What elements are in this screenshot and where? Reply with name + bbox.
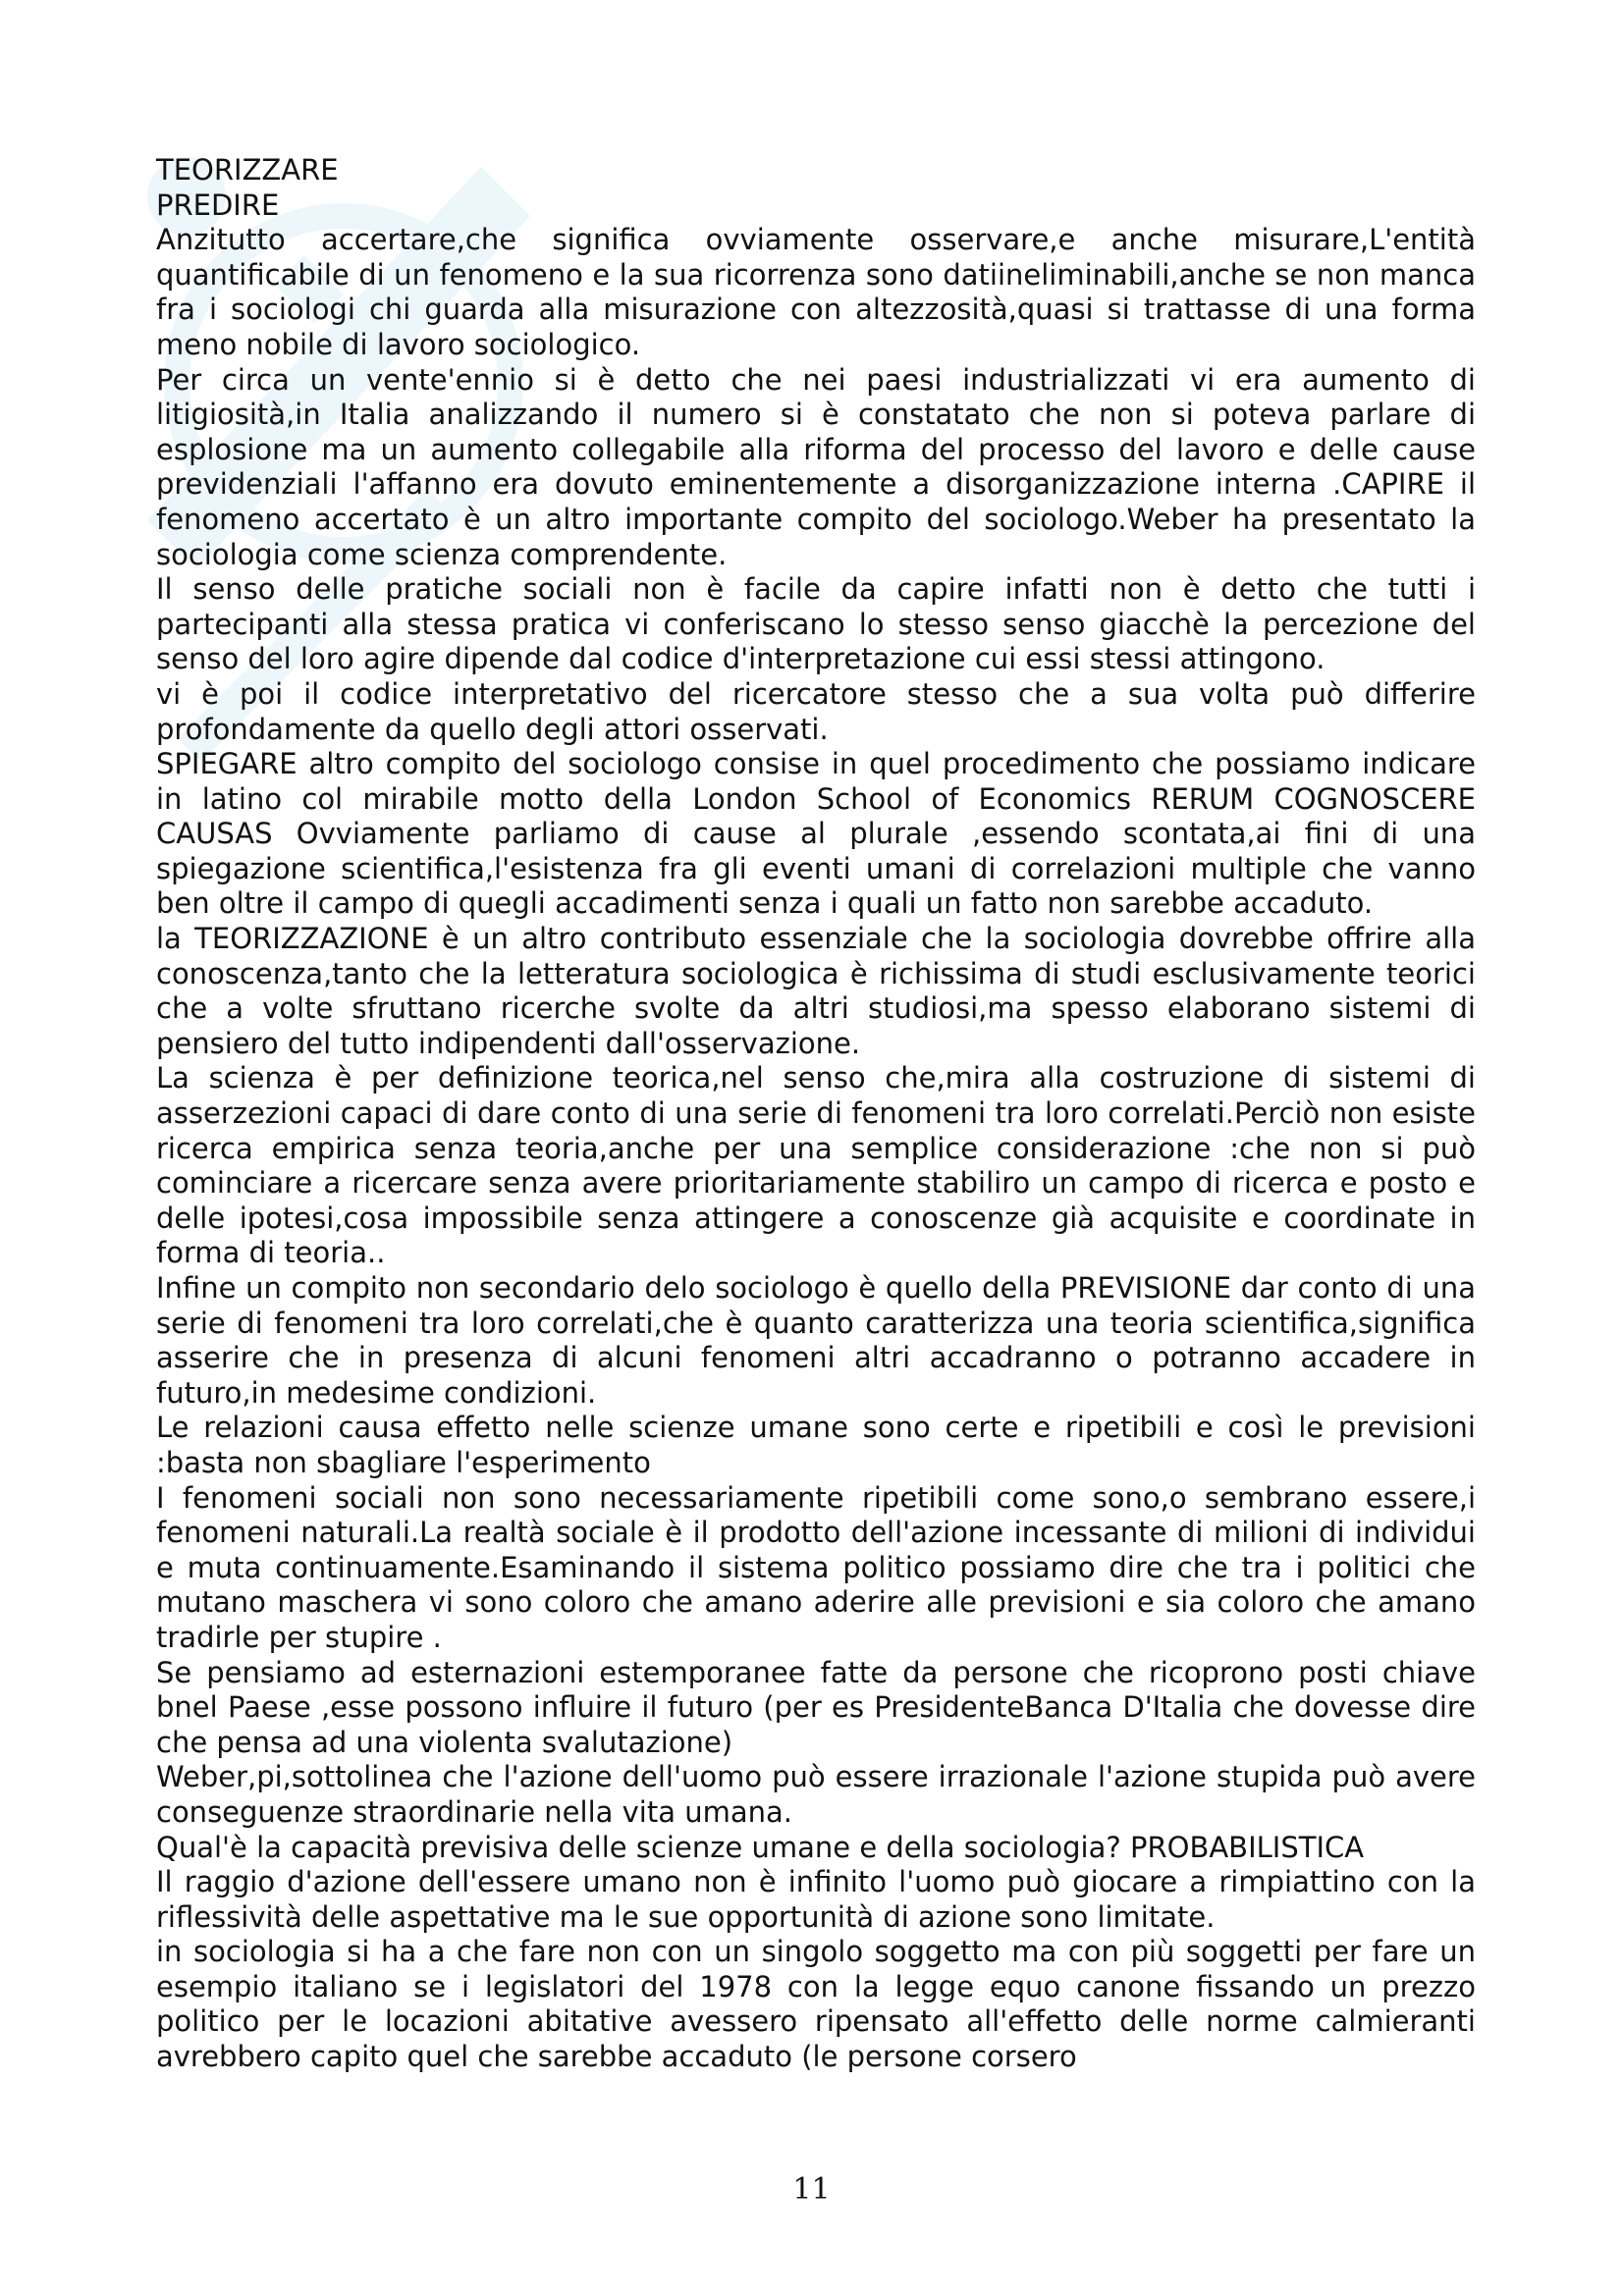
paragraph-senso-pratiche: Il senso delle pratiche sociali non è facile da capire infatti non è detto che tutti i partecipanti alla stessa pratica vi conferiscano lo stesso senso giacchè la percezione del senso del loro agire dipende dal codice d'interpretazione cui essi stessi attingono. — [156, 572, 1476, 676]
page-number: 11 — [792, 2172, 831, 2207]
paragraph-teorizzazione: la TEORIZZAZIONE è un altro contributo essenziale che la sociologia dovrebbe offrire alla conoscenza,tanto che la letteratura sociologica è richissima di studi esclusivamente teorici che a volte sfruttano ricerche svolte da altri studiosi,ma spesso elaborano sistemi di pensiero del tutto indipendenti dall'osservazione. — [156, 922, 1476, 1060]
paragraph-spiegare: SPIEGARE altro compito del sociologo consise in quel procedimento che possiamo indicare in latino col mirabile motto della London School of Economics RERUM COGNOSCERE CAUSAS Ovviamente parliamo di cause al plurale ,essendo scontata,ai fini di una spiegazione scientifica,l'esistenza fra gli eventi umani di correlazioni multiple che vanno ben oltre il campo di quegli accadimenti senza i quali un fatto non sarebbe accaduto. — [156, 747, 1476, 921]
paragraph-codice-interpretativo: vi è poi il codice interpretativo del ricercatore stesso che a sua volta può differire profondamente da quello degli attori osservati. — [156, 676, 1476, 746]
paragraph-fenomeni-sociali: I fenomeni sociali non sono necessariamente ripetibili come sono,o sembrano essere,i fenomeni naturali.La realtà sociale è il prodotto dell'azione incessante di milioni di individui e muta continuamente.Esaminando il sistema politico possiamo dire che tra i politici che mutano maschera vi sono coloro che amano aderire alle previsioni e sia coloro che amano tradirle per stupire . — [156, 1480, 1476, 1654]
paragraph-scienza-teorica: La scienza è per definizione teorica,nel senso che,mira alla costruzione di sistemi di asserzezioni capaci di dare conto di una serie di fenomeni tra loro correlati.Perciò non esiste ricerca empirica senza teoria,anche per una semplice considerazione :che non si può cominciare a ricercare senza avere prioritariamente stabiliro un campo di ricerca e posto e delle ipotesi,cosa impossibile senza attingere a conoscenze già acquisite e coordinate in forma di teoria.. — [156, 1061, 1476, 1270]
paragraph-weber: Weber,pi,sottolinea che l'azione dell'uomo può essere irrazionale l'azione stupida può avere conseguenze straordinarie nella vita umana. — [156, 1760, 1476, 1829]
heading-teorizzare: TEORIZZARE — [156, 153, 339, 187]
paragraph-esternazioni: Se pensiamo ad esternazioni estemporanee fatte da persone che ricoprono posti chiave bnel Paese ,esse possono influire il futuro (per es PresidenteBanca D'Italia che dovesse dire che pensa ad una violenta svalutazione) — [156, 1655, 1476, 1759]
paragraph-capacita-previsiva: Qual'è la capacità previsiva delle scienze umane e della sociologia? PROBABILISTICA — [156, 1830, 1365, 1864]
paragraph-raggio-azione: Il raggio d'azione dell'essere umano non è infinito l'uomo può giocare a rimpiattino con la riflessività delle aspettative ma le sue opportunità di azione sono limitate. — [156, 1865, 1476, 1934]
paragraph-relazioni-causa: Le relazioni causa effetto nelle scienze umane sono certe e ripetibili e così le previsioni :basta non sbagliare l'esperimento — [156, 1411, 1476, 1479]
paragraph-accertare: Anzitutto accertare,che significa ovviamente osservare,e anche misurare,L'entità quantificabile di un fenomeno e la sua ricorrenza sono datiineliminabili,anche se non manca fra i sociologi chi guarda alla misurazione con altezzosità,quasi si trattasse di una forma meno nobile di lavoro sociologico. — [156, 223, 1476, 361]
paragraph-equo-canone: in sociologia si ha a che fare non con un singolo soggetto ma con più soggetti per fare un esempio italiano se i legislatori del 1978 con la legge equo canone fissando un prezzo politico per le locazioni abitative avessero ripensato all'effetto delle norme calmieranti avrebbero capito quel che sarebbe accaduto (le persone corsero — [156, 1935, 1476, 2074]
heading-predire: PREDIRE — [156, 187, 280, 222]
paragraph-previsione: Infine un compito non secondario delo sociologo è quello della PREVISIONE dar conto di una serie di fenomeni tra loro correlati,che è quanto caratterizza una teoria scientifica,significa asserire che in presenza di alcuni fenomeni altri accadranno o potranno accadere in futuro,in medesime condizioni. — [156, 1271, 1476, 1410]
document-body — [156, 153, 1476, 2075]
paragraph-litigiosita: Per circa un vente'ennio si è detto che nei paesi industrializzati vi era aumento di litigiosità,in Italia analizzando il numero si è constatato che non si poteva parlare di esplosione ma un aumento collegabile alla riforma del processo del lavoro e delle cause previdenziali l'affanno era dovuto eminentemente a disorganizzazione interna .CAPIRE il fenomeno accertato è un altro importante compito del sociologo.Weber ha presentato la sociologia come scienza comprendente. — [156, 362, 1476, 571]
